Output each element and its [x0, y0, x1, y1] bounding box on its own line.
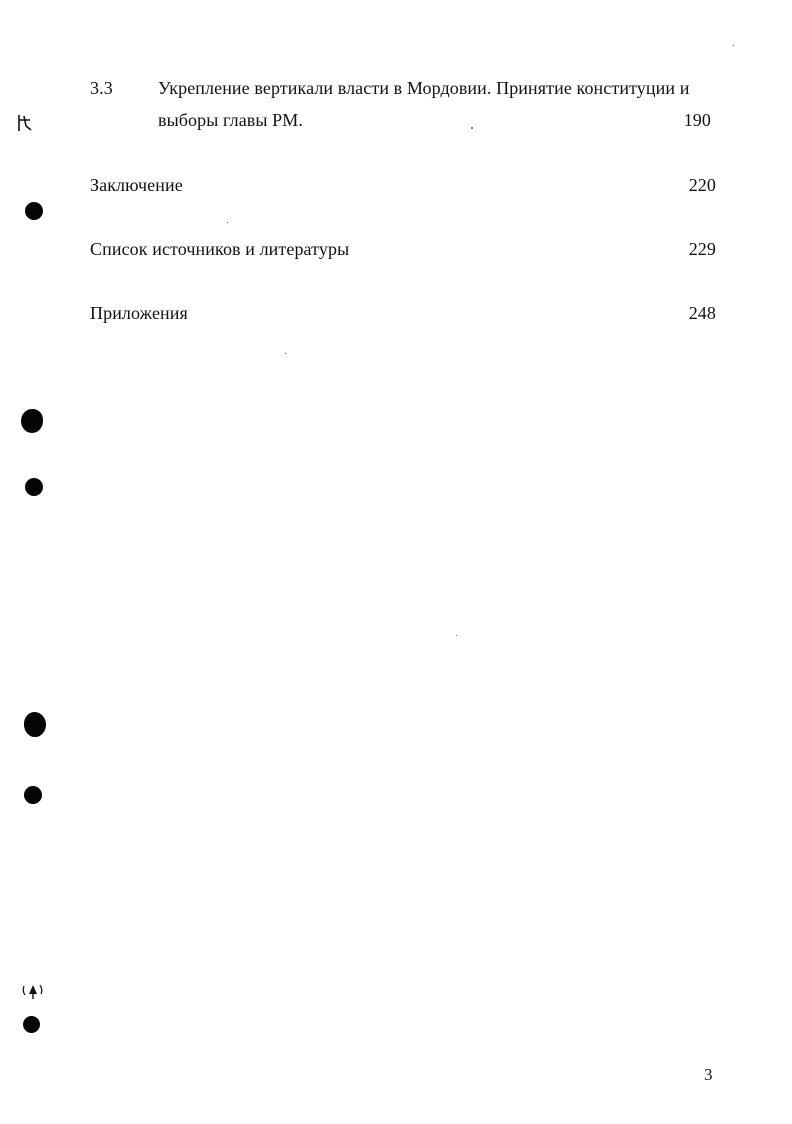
toc-entry-page: 220: [688, 175, 716, 195]
scan-speck: [733, 45, 734, 46]
binder-hole-mark: [24, 712, 46, 737]
toc-entry-page: 248: [688, 303, 716, 323]
toc-entry-title: Список источников и литературы: [90, 239, 350, 259]
page-number: 3: [704, 1065, 713, 1084]
scan-speck: [227, 222, 228, 223]
toc-entry-page: 229: [688, 239, 716, 259]
scan-scribble-mark: [14, 112, 36, 134]
toc-entry-title-line2: выборы главы РМ.: [158, 110, 303, 130]
binder-hole-mark: [25, 202, 43, 220]
toc-entry-title: Заключение: [90, 175, 183, 195]
toc-entry-page: 190: [683, 110, 711, 130]
scan-speck: [285, 353, 286, 354]
toc-entry-title: Приложения: [90, 303, 188, 323]
binder-hole-mark: [21, 409, 43, 433]
binder-hole-mark: [23, 1016, 40, 1033]
toc-entry-title-line1: Укрепление вертикали власти в Мордовии. Принятие конституции и: [158, 78, 690, 98]
binder-hole-mark: [24, 786, 42, 804]
scan-speck: [471, 127, 473, 129]
binder-hole-mark: [25, 478, 43, 496]
scan-speck: [456, 635, 457, 636]
toc-entry-number: 3.3: [90, 78, 113, 98]
scan-scribble-mark: [20, 980, 46, 1002]
